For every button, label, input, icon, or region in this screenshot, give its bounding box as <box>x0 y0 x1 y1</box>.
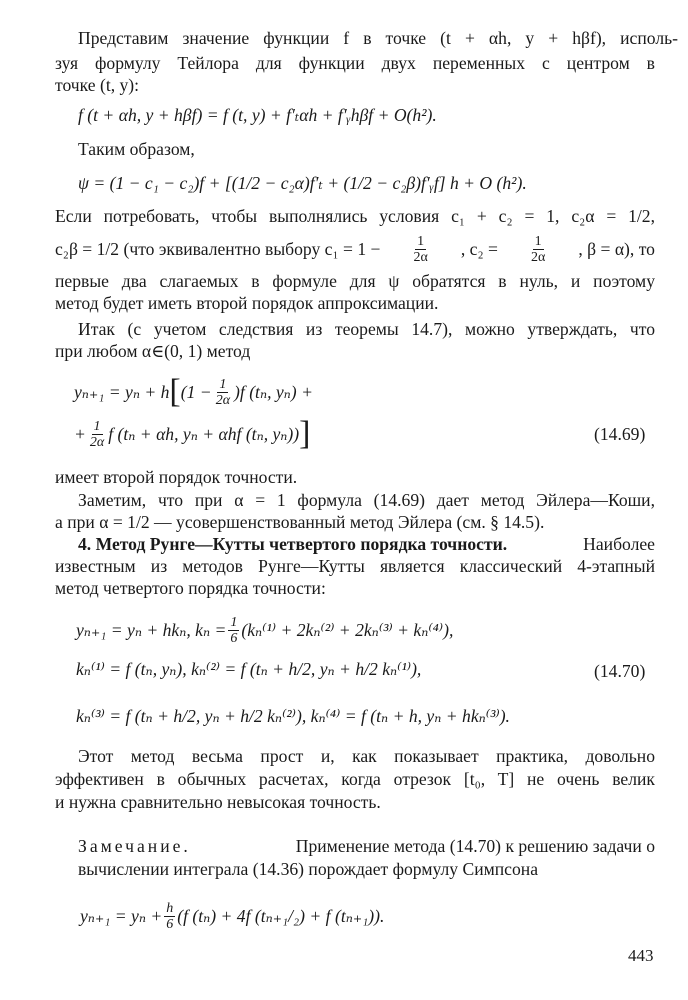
condition-text-end: , β = α), то <box>578 239 655 259</box>
bracket-close: ] <box>299 415 311 452</box>
paragraph-line: и нужна сравнительно невысокая точность. <box>55 792 381 812</box>
paragraph-line: известным из методов Рунге—Кутты является классический 4-этапный <box>55 556 655 576</box>
paragraph-line: при любом α∈(0, 1) метод <box>55 341 251 361</box>
paragraph-line: Итак (с учетом следствия из теоремы 14.7), можно утверждать, что <box>78 319 655 339</box>
section-heading-line <box>78 533 655 555</box>
paragraph-line: эффективен в обычных расчетах, когда отрезок [t₀, T] не очень велик <box>55 769 655 789</box>
condition-text-start: c₂β = 1/2 (что эквивалентно выбору c₁ = 1 − <box>55 239 381 259</box>
paragraph-line: а при α = 1/2 — усовершенствованный метод Эйлера (см. § 14.5). <box>55 512 545 532</box>
paragraph-line: метод будет иметь второй порядок аппроксимации. <box>55 293 439 313</box>
fraction-1-over-2alpha: $\frac{1}{2\alpha}$ <box>413 233 428 265</box>
fraction-1-over-2alpha: $\frac{1}{2\alpha}$ <box>530 233 546 265</box>
fraction-1-over-6: $\frac{1}{6}$ <box>230 614 238 646</box>
paragraph-line: Таким образом, <box>78 139 195 159</box>
paragraph-line: первые два слагаемых в формуле для ψ обратятся в нуль, и поэтому <box>55 271 655 291</box>
fraction-h-over-6: $\frac{h}{6}$ <box>166 900 174 932</box>
equation-number: (14.70) <box>594 661 646 681</box>
condition-line <box>55 232 655 266</box>
psi-formula: ψ = (1 − c₁ − c₂)f + [(1/2 − c₂α)f′ₜ + (1/2 − c₂β)f′ᵧf] h + O (h²). <box>78 173 527 193</box>
simpson-formula: yₙ₊₁ = yₙ + $\frac{h}{6}$ (f (tₙ) + 4f (tₙ₊₁/₂) + f (tₙ₊₁)). <box>80 900 385 932</box>
remark-text: Применение метода (14.70) к решению задачи о <box>295 836 655 856</box>
paragraph-line: точке (t, y): <box>55 75 140 95</box>
paragraph-line: Если потребовать, чтобы выполнялись условия c₁ + c₂ = 1, c₂α = 1/2, <box>55 206 655 226</box>
section-heading: 4. Метод Рунге—Кутты четвертого порядка точности. <box>78 534 508 554</box>
condition-text-mid: , c₂ = <box>460 239 498 259</box>
page-number: 443 <box>628 946 654 965</box>
remark-label: Замечание. <box>78 836 191 856</box>
remark-line <box>78 835 655 857</box>
paragraph-line: зуя формулу Тейлора для функции двух переменных с центром в <box>55 53 655 73</box>
paragraph-line: метод четвертого порядка точности: <box>55 578 326 598</box>
paragraph-line: имеет второй порядок точности. <box>55 467 298 487</box>
bracket-open: [ <box>169 373 181 410</box>
formula-14-69-line1: yₙ₊₁ = yₙ + h [ (1 − $\frac{1}{2\alpha}$ )f (tₙ, yₙ) + <box>74 373 313 410</box>
paragraph-line: Этот метод весьма прост и, как показывает практика, довольно <box>78 746 655 766</box>
formula-14-69-line2: + $\frac{1}{2\alpha}$ f (tₙ + αh, yₙ + αhf (tₙ, yₙ)) ] <box>74 415 311 452</box>
fraction-1-over-2alpha: $\frac{1}{2\alpha}$ <box>215 376 231 408</box>
heading-continuation: Наиболее <box>583 534 655 554</box>
paragraph-line: вычислении интеграла (14.36) порождает формулу Симпсона <box>78 859 538 879</box>
formula-14-70-line1: yₙ₊₁ = yₙ + hkₙ, kₙ = $\frac{1}{6}$ (kₙ⁽¹⁾ + 2kₙ⁽²⁾ + 2kₙ⁽³⁾ + kₙ⁽⁴⁾), <box>76 614 454 646</box>
formula-14-70-line2: kₙ⁽¹⁾ = f (tₙ, yₙ), kₙ⁽²⁾ = f (tₙ + h/2, yₙ + h/2 kₙ⁽¹⁾), <box>76 659 422 679</box>
formula-14-70-line3: kₙ⁽³⁾ = f (tₙ + h/2, yₙ + h/2 kₙ⁽²⁾), kₙ⁽⁴⁾ = f (tₙ + h, yₙ + hkₙ⁽³⁾). <box>76 706 510 726</box>
taylor-formula: f (t + αh, y + hβf) = f (t, y) + f′ₜαh + f′ᵧhβf + O(h²). <box>78 105 437 125</box>
equation-number: (14.69) <box>594 424 646 444</box>
fraction-1-over-2alpha: $\frac{1}{2\alpha}$ <box>89 418 105 450</box>
paragraph-line: Заметим, что при α = 1 формула (14.69) дает метод Эйлера—Коши, <box>78 490 655 510</box>
paragraph-line: Представим значение функции f в точке (t + αh, y + hβf), исполь- <box>78 28 678 48</box>
